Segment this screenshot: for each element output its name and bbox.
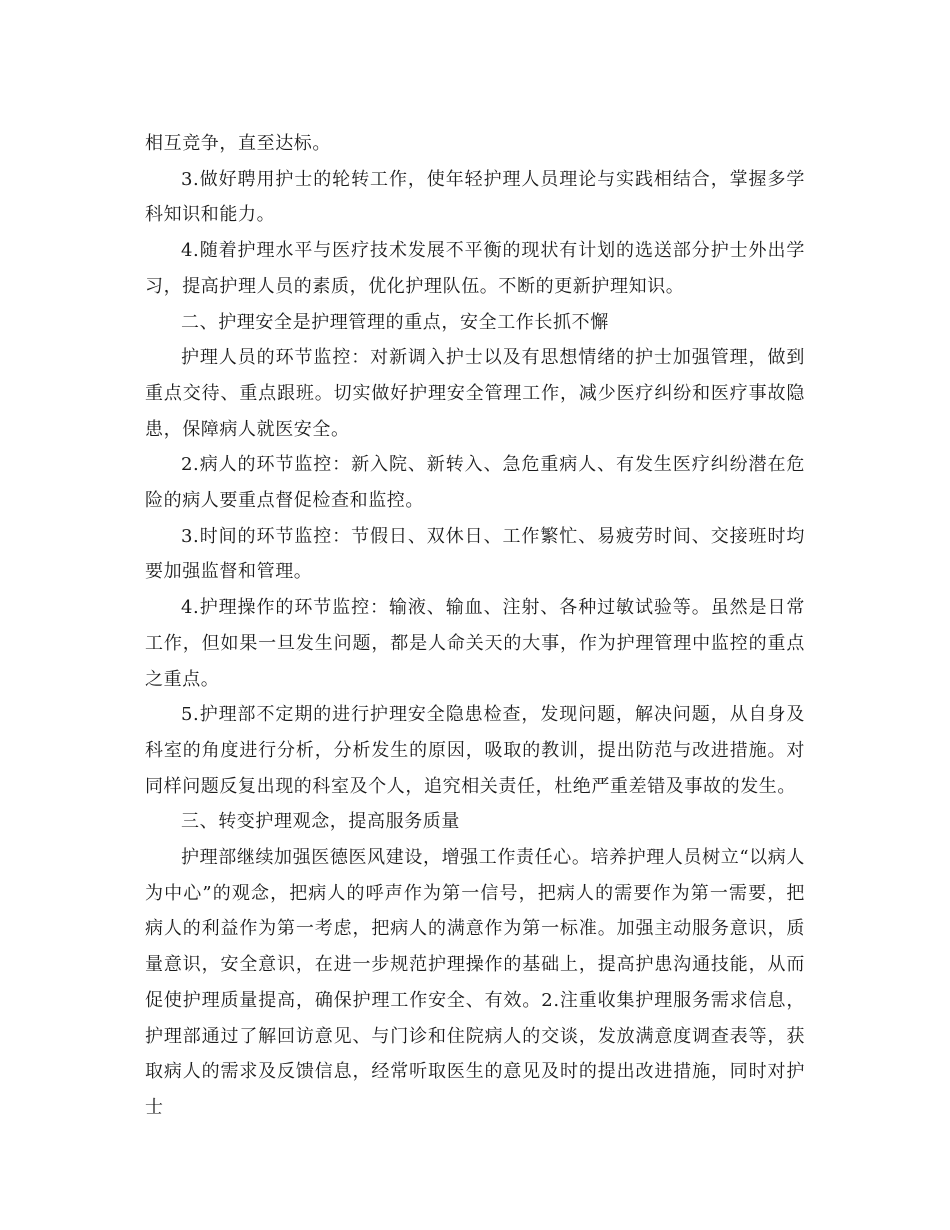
section-heading-3: 三、转变护理观念，提高服务质量	[181, 811, 460, 833]
paragraph-item-4-training: 4.随着护理水平与医疗技术发展不平衡的现状有计划的选送部分护士外出学习，提高护理人员的素质，优化护理队伍。不断的更新护理知识。	[145, 240, 805, 297]
document-body	[145, 126, 805, 1126]
paragraph-time-monitoring: 3.时间的环节监控：节假日、双休日、工作繁忙、易疲劳时间、交接班时均要加强监督和管理。	[145, 525, 805, 583]
section-heading-2: 二、护理安全是护理管理的重点，安全工作长抓不懈	[181, 311, 609, 333]
paragraph-staff-monitoring: 护理人员的环节监控：对新调入护士以及有思想情绪的护士加强管理，做到重点交待、重点跟班。切实做好护理安全管理工作，减少医疗纠纷和医疗事故隐患，保障病人就医安全。	[145, 347, 805, 440]
paragraph-item-3-rotation: 3.做好聘用护士的轮转工作，使年轻护理人员理论与实践相结合，掌握多学科知识和能力。	[145, 168, 805, 226]
paragraph-continuation: 相互竞争，直至达标。	[145, 133, 331, 154]
paragraph-safety-inspection: 5.护理部不定期的进行护理安全隐患检查，发现问题，解决问题，从自身及科室的角度进行分析，分析发生的原因，吸取的教训，提出防范与改进措施。对同样问题反复出现的科室及个人，追究相关责任，杜绝严重差错及事故的发生。	[145, 704, 805, 797]
paragraph-operation-monitoring: 4.护理操作的环节监控：输液、输血、注射、各种过敏试验等。虽然是日常工作，但如果一旦发生问题，都是人命关天的大事，作为护理管理中监控的重点之重点。	[145, 597, 805, 690]
paragraph-service-quality: 护理部继续加强医德医风建设，增强工作责任心。培养护理人员树立“以病人为中心”的观念，把病人的呼声作为第一信号，把病人的需要作为第一需要，把病人的利益作为第一考虑，把病人的满意作为第一标准。加强主动服务意识，质量意识，安全意识，在进一步规范护理操作的基础上，提高护患沟通技能，从而促使护理质量提高，确保护理工作安全、有效。2.注重收集护理服务需求信息，护理部通过了解回访意见、与门诊和住院病人的交谈，发放满意度调查表等，获取病人的需求及反馈信息，经常听取医生的意见及时的提出改进措施，同时对护士	[145, 847, 805, 1118]
paragraph-patient-monitoring: 2.病人的环节监控：新入院、新转入、急危重病人、有发生医疗纠纷潜在危险的病人要重点督促检查和监控。	[145, 454, 805, 512]
